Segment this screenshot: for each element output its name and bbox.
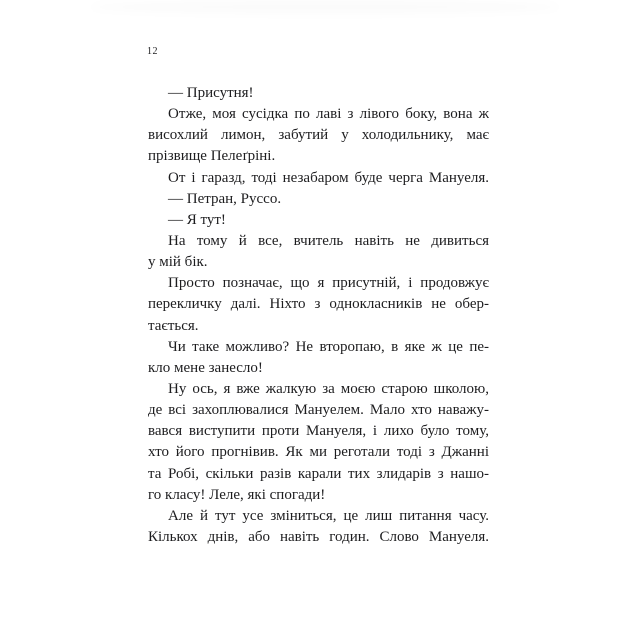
text-line: тається. bbox=[148, 317, 199, 334]
text-line: у мій бік. bbox=[148, 254, 208, 271]
text-line: Просто позначає, що я присутній, і продовжує bbox=[168, 275, 489, 292]
text-line: Отже, моя сусідка по лаві з лівого боку, вона ж bbox=[168, 106, 489, 123]
text-block bbox=[148, 83, 489, 548]
text-line: Ну ось, я вже жалкую за моєю старою школою, bbox=[168, 380, 489, 397]
text-line: Чи таке можливо? Не второпаю, в яке ж це пе- bbox=[168, 338, 489, 355]
text-line: кло мене занесло! bbox=[148, 359, 263, 376]
text-line: — Присутня! bbox=[168, 85, 254, 101]
text-line: висохлий лимон, забутий у холодильнику, має bbox=[148, 127, 489, 144]
text-line: — Я тут! bbox=[168, 211, 226, 228]
text-line: хто його прогнівив. Як ми реготали тоді з Джанні bbox=[148, 444, 489, 461]
text-line: вався виступити проти Мануеля, і лихо було тому, bbox=[148, 423, 489, 440]
text-line: Кількох днів, або навіть годин. Слово Мануеля. bbox=[148, 528, 489, 545]
text-line: перекличку далі. Ніхто з однокласників не обер- bbox=[148, 296, 489, 313]
text-line: прізвище Пелеґріні. bbox=[148, 148, 276, 165]
page-number: 12 bbox=[147, 46, 158, 57]
text-line: Але й тут усе зміниться, це лиш питання часу. bbox=[168, 507, 489, 524]
page-edge-shadow bbox=[90, 0, 560, 14]
text-line: От і гаразд, тоді незабаром буде черга Мануеля. bbox=[168, 169, 489, 186]
text-line: — Петран, Руссо. bbox=[168, 190, 282, 207]
text-line: де всі захоплювалися Мануелем. Мало хто наважу- bbox=[148, 402, 489, 419]
text-line: та Робі, скільки разів карали тих злидарів з нашо- bbox=[148, 465, 489, 482]
text-line: го класу! Леле, які спогади! bbox=[148, 486, 326, 503]
text-line: На тому й все, вчитель навіть не дивиться bbox=[168, 232, 489, 249]
